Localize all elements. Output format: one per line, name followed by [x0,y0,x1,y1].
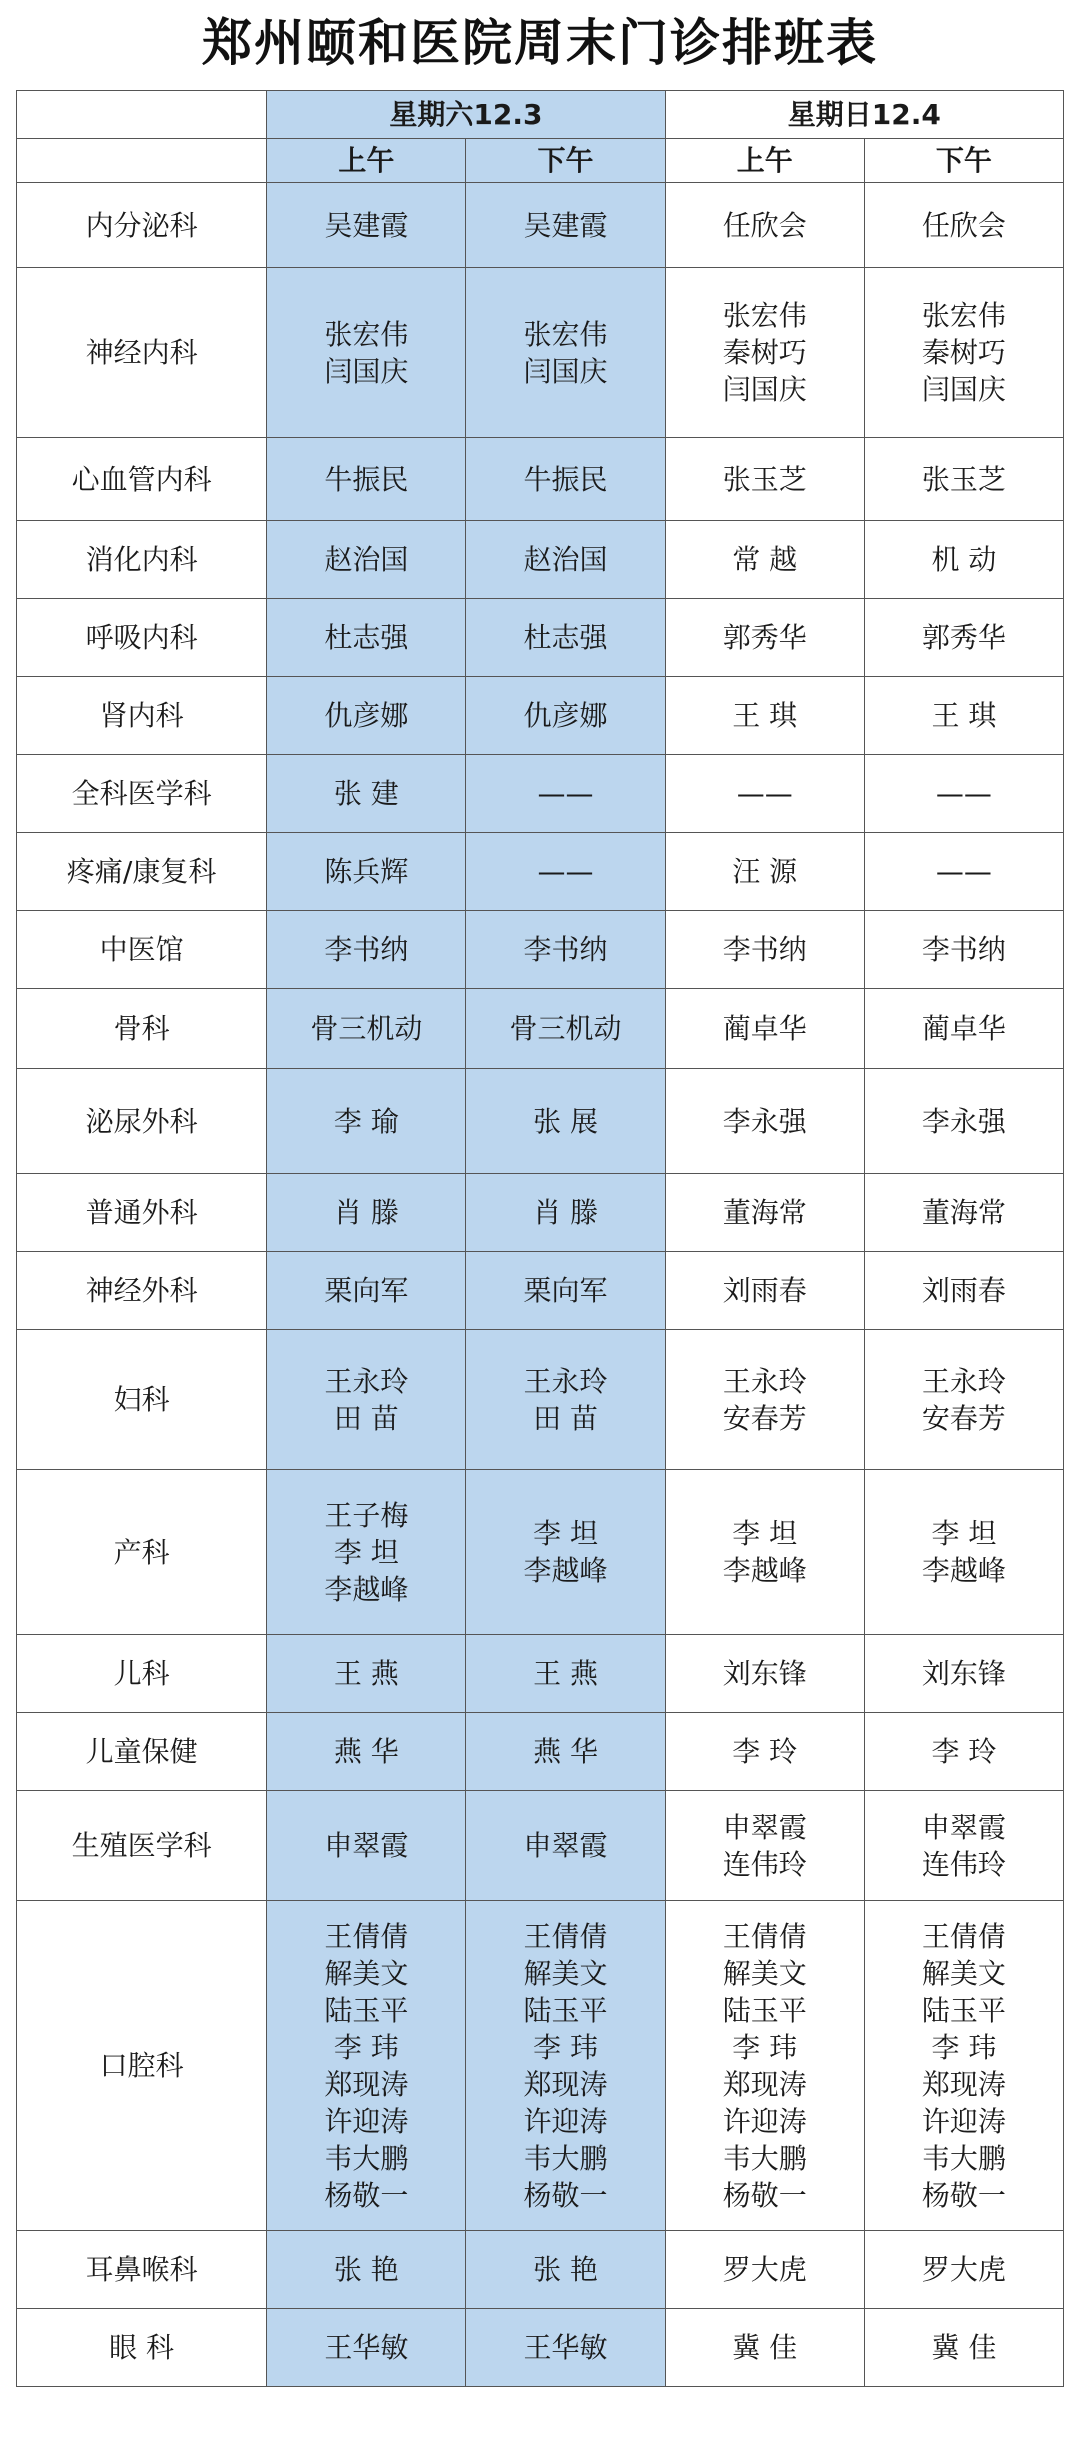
doctor-cell: 董海常 [665,1174,864,1252]
department-cell: 产科 [17,1470,267,1635]
department-cell: 肾内科 [17,677,267,755]
doctor-cell: 罗大虎 [665,2231,864,2309]
schedule-body [17,183,1064,2387]
doctor-cell: 任欣会 [665,183,864,268]
doctor-cell: 王 燕 [267,1635,466,1713]
doctor-cell: 刘东锋 [864,1635,1063,1713]
table-row [17,599,1064,677]
doctor-cell: 申翠霞 连伟玲 [864,1791,1063,1901]
department-cell: 耳鼻喉科 [17,2231,267,2309]
doctor-cell: 王倩倩 解美文 陆玉平 李 玮 郑现涛 许迎涛 韦大鹏 杨敬一 [864,1901,1063,2231]
table-row [17,2231,1064,2309]
department-cell: 儿科 [17,1635,267,1713]
table-row [17,183,1064,268]
department-cell: 呼吸内科 [17,599,267,677]
doctor-cell: 张宏伟 闫国庆 [267,268,466,438]
table-row [17,1470,1064,1635]
table-row [17,2309,1064,2387]
doctor-cell: 王永玲 安春芳 [665,1330,864,1470]
department-cell: 骨科 [17,989,267,1069]
doctor-cell: 李 坦 李越峰 [466,1470,665,1635]
doctor-cell: 董海常 [864,1174,1063,1252]
table-row [17,1713,1064,1791]
doctor-cell: 申翠霞 [466,1791,665,1901]
doctor-cell: 张 展 [466,1069,665,1174]
corner-cell [17,91,267,139]
department-cell: 内分泌科 [17,183,267,268]
table-row [17,1069,1064,1174]
department-cell: 儿童保健 [17,1713,267,1791]
department-cell: 心血管内科 [17,438,267,521]
doctor-cell: —— [864,833,1063,911]
doctor-cell: 张玉芝 [864,438,1063,521]
doctor-cell: 李书纳 [466,911,665,989]
department-cell: 泌尿外科 [17,1069,267,1174]
doctor-cell: 燕 华 [466,1713,665,1791]
doctor-cell: 张 艳 [466,2231,665,2309]
table-row [17,1901,1064,2231]
doctor-cell: 王永玲 田 苗 [267,1330,466,1470]
doctor-cell: 任欣会 [864,183,1063,268]
period-header: 上午 [665,139,864,183]
doctor-cell: 汪 源 [665,833,864,911]
doctor-cell: —— [466,755,665,833]
page-title: 郑州颐和医院周末门诊排班表 [202,14,878,72]
doctor-cell: 王华敏 [466,2309,665,2387]
doctor-cell: 李 坦 李越峰 [665,1470,864,1635]
doctor-cell: —— [665,755,864,833]
table-row [17,521,1064,599]
doctor-cell: 骨三机动 [466,989,665,1069]
table-row [17,755,1064,833]
department-cell: 中医馆 [17,911,267,989]
doctor-cell: —— [864,755,1063,833]
doctor-cell: 李 瑜 [267,1069,466,1174]
doctor-cell: 王子梅 李 坦 李越峰 [267,1470,466,1635]
doctor-cell: 杜志强 [466,599,665,677]
table-row [17,438,1064,521]
doctor-cell: 李书纳 [267,911,466,989]
doctor-cell: 刘雨春 [665,1252,864,1330]
doctor-cell: 蔺卓华 [864,989,1063,1069]
doctor-cell: 张宏伟 秦树巧 闫国庆 [665,268,864,438]
table-row [17,1330,1064,1470]
doctor-cell: 王倩倩 解美文 陆玉平 李 玮 郑现涛 许迎涛 韦大鹏 杨敬一 [267,1901,466,2231]
doctor-cell: 牛振民 [267,438,466,521]
table-row [17,989,1064,1069]
day-header-saturday: 星期六12.3 [267,91,665,139]
day-header-sunday: 星期日12.4 [665,91,1063,139]
department-cell: 消化内科 [17,521,267,599]
doctor-cell: 郭秀华 [665,599,864,677]
department-cell: 神经外科 [17,1252,267,1330]
doctor-cell: 冀 佳 [864,2309,1063,2387]
schedule-table [16,90,1064,2387]
period-header: 下午 [864,139,1063,183]
doctor-cell: 李 玲 [864,1713,1063,1791]
table-row [17,1174,1064,1252]
doctor-cell: 李 坦 李越峰 [864,1470,1063,1635]
doctor-cell: 常 越 [665,521,864,599]
table-row [17,1252,1064,1330]
doctor-cell: 王 琪 [864,677,1063,755]
doctor-cell: 王 琪 [665,677,864,755]
doctor-cell: 张 艳 [267,2231,466,2309]
doctor-cell: 机 动 [864,521,1063,599]
doctor-cell: 仇彦娜 [267,677,466,755]
department-cell: 生殖医学科 [17,1791,267,1901]
doctor-cell: 肖 滕 [267,1174,466,1252]
doctor-cell: 李书纳 [864,911,1063,989]
table-row [17,677,1064,755]
doctor-cell: 栗向军 [267,1252,466,1330]
period-header-row [17,139,1064,183]
department-cell: 神经内科 [17,268,267,438]
doctor-cell: 栗向军 [466,1252,665,1330]
table-row [17,1791,1064,1901]
department-cell: 妇科 [17,1330,267,1470]
doctor-cell: 王倩倩 解美文 陆玉平 李 玮 郑现涛 许迎涛 韦大鹏 杨敬一 [665,1901,864,2231]
doctor-cell: 骨三机动 [267,989,466,1069]
table-row [17,911,1064,989]
doctor-cell: 仇彦娜 [466,677,665,755]
doctor-cell: 李永强 [864,1069,1063,1174]
department-cell: 疼痛/康复科 [17,833,267,911]
doctor-cell: 冀 佳 [665,2309,864,2387]
period-header: 上午 [267,139,466,183]
period-header: 下午 [466,139,665,183]
doctor-cell: 吴建霞 [267,183,466,268]
day-header-row [17,91,1064,139]
doctor-cell: 刘东锋 [665,1635,864,1713]
table-row [17,268,1064,438]
doctor-cell: 陈兵辉 [267,833,466,911]
department-cell: 全科医学科 [17,755,267,833]
doctor-cell: 赵治国 [466,521,665,599]
doctor-cell: 张宏伟 闫国庆 [466,268,665,438]
doctor-cell: 李永强 [665,1069,864,1174]
doctor-cell: 罗大虎 [864,2231,1063,2309]
doctor-cell: 申翠霞 [267,1791,466,1901]
doctor-cell: 王 燕 [466,1635,665,1713]
doctor-cell: 王华敏 [267,2309,466,2387]
doctor-cell: 李 玲 [665,1713,864,1791]
doctor-cell: 杜志强 [267,599,466,677]
department-cell: 口腔科 [17,1901,267,2231]
doctor-cell: 张宏伟 秦树巧 闫国庆 [864,268,1063,438]
doctor-cell: 王永玲 田 苗 [466,1330,665,1470]
doctor-cell: 燕 华 [267,1713,466,1791]
doctor-cell: 刘雨春 [864,1252,1063,1330]
corner-cell-lower [17,139,267,183]
doctor-cell: 王永玲 安春芳 [864,1330,1063,1470]
doctor-cell: 牛振民 [466,438,665,521]
doctor-cell: 郭秀华 [864,599,1063,677]
doctor-cell: 张玉芝 [665,438,864,521]
doctor-cell: 张 建 [267,755,466,833]
doctor-cell: 申翠霞 连伟玲 [665,1791,864,1901]
doctor-cell: 李书纳 [665,911,864,989]
doctor-cell: 肖 滕 [466,1174,665,1252]
table-row [17,1635,1064,1713]
department-cell: 眼 科 [17,2309,267,2387]
table-row [17,833,1064,911]
doctor-cell: 赵治国 [267,521,466,599]
department-cell: 普通外科 [17,1174,267,1252]
doctor-cell: 吴建霞 [466,183,665,268]
doctor-cell: —— [466,833,665,911]
doctor-cell: 王倩倩 解美文 陆玉平 李 玮 郑现涛 许迎涛 韦大鹏 杨敬一 [466,1901,665,2231]
doctor-cell: 蔺卓华 [665,989,864,1069]
